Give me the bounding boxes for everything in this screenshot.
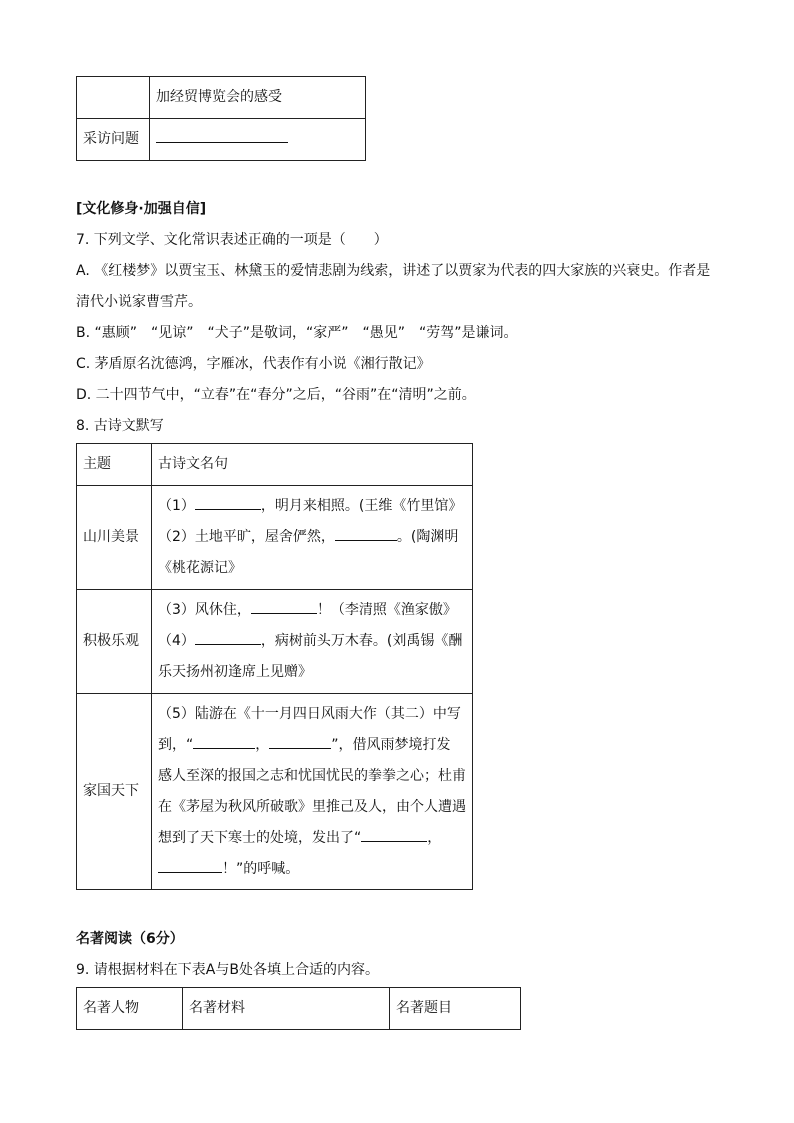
poetry-text: 在《茅屋为秋风所破歌》里推己及人，由个人遭遇 bbox=[158, 798, 466, 815]
answer-blank bbox=[156, 128, 288, 143]
poetry-text: （1） bbox=[158, 498, 195, 514]
poetry-text: 到，“ bbox=[158, 736, 194, 753]
answer-blank bbox=[335, 526, 397, 541]
poetry-text: （4） bbox=[158, 633, 195, 649]
poetry-text: 。(陶渊明 bbox=[396, 529, 459, 545]
top-table-cell-empty bbox=[77, 77, 150, 119]
classics-header-material: 名著材料 bbox=[183, 988, 390, 1030]
answer-blank bbox=[269, 734, 331, 749]
q7-option-a-cont: 清代小说家曹雪芹。 bbox=[76, 294, 202, 310]
poetry-text: （2）土地平旷，屋舍俨然， bbox=[158, 529, 335, 545]
poetry-lines-optimism bbox=[152, 590, 473, 694]
section-title-culture: [文化修身·加强自信] bbox=[76, 201, 207, 217]
answer-blank bbox=[195, 495, 261, 510]
top-table-cell-label: 采访问题 bbox=[77, 119, 150, 161]
poetry-text: ， bbox=[255, 736, 270, 753]
top-table-cell-blank bbox=[150, 119, 366, 161]
answer-blank bbox=[361, 827, 427, 842]
answer-blank bbox=[251, 599, 317, 614]
poetry-text: ”，借风雨梦境打发 bbox=[331, 736, 451, 753]
section-title-classics: 名著阅读（6分） bbox=[76, 931, 184, 947]
q7-option-b: B. “惠顾” “见谅” “犬子”是敬词，“家严” “愚见” “劳驾”是谦词。 bbox=[76, 325, 518, 341]
classics-table bbox=[76, 987, 521, 1030]
classics-header-character: 名著人物 bbox=[77, 988, 183, 1030]
q8-stem: 8. 古诗文默写 bbox=[76, 418, 164, 434]
answer-blank bbox=[193, 734, 255, 749]
answer-blank bbox=[158, 858, 222, 873]
poetry-text: 乐天扬州初逢席上见赠》 bbox=[158, 664, 312, 680]
poetry-theme-landscape: 山川美景 bbox=[77, 486, 152, 590]
poetry-text: 《桃花源记》 bbox=[158, 560, 242, 576]
top-table-cell-topic: 加经贸博览会的感受 bbox=[150, 77, 366, 119]
poetry-lines-nation bbox=[152, 694, 473, 890]
poetry-text: ！”的呼喊。 bbox=[222, 860, 300, 877]
poetry-lines-landscape bbox=[152, 486, 473, 590]
poetry-text: （5）陆游在《十一月四日风雨大作（其二）中写 bbox=[158, 705, 461, 722]
q7-option-a: A. 《红楼梦》以贾宝玉、林黛玉的爱情悲剧为线索，讲述了以贾家为代表的四大家族的兴衰史。作者是 bbox=[76, 263, 711, 279]
q7-option-c: C. 茅盾原名沈德鸿，字雁冰，代表作有小说《湘行散记》 bbox=[76, 356, 431, 372]
q7-stem: 7. 下列文学、文化常识表述正确的一项是（ ） bbox=[76, 232, 388, 248]
poetry-text: ，明月来相照。(王维《竹里馆》 bbox=[260, 498, 463, 514]
poetry-table bbox=[76, 443, 473, 890]
poetry-theme-nation: 家国天下 bbox=[77, 694, 152, 890]
q7-option-d: D. 二十四节气中，“立春”在“春分”之后，“谷雨”在“清明”之前。 bbox=[76, 387, 476, 403]
poetry-header-theme: 主题 bbox=[77, 444, 152, 486]
q9-stem: 9. 请根据材料在下表A与B处各填上合适的内容。 bbox=[76, 962, 379, 978]
poetry-text: ，病树前头万木春。(刘禹锡《酬 bbox=[260, 633, 463, 649]
poetry-text: 感人至深的报国之志和忧国忧民的拳拳之心；杜甫 bbox=[158, 767, 466, 784]
poetry-header-lines: 古诗文名句 bbox=[152, 444, 473, 486]
poetry-theme-optimism: 积极乐观 bbox=[77, 590, 152, 694]
answer-blank bbox=[195, 630, 261, 645]
classics-header-title: 名著题目 bbox=[390, 988, 521, 1030]
poetry-text: ！（李清照《渔家傲》 bbox=[316, 602, 457, 618]
poetry-text: ， bbox=[427, 829, 442, 846]
poetry-text: （3）风休住， bbox=[158, 602, 251, 618]
top-table bbox=[76, 76, 366, 161]
poetry-text: 想到了天下寒士的处境，发出了“ bbox=[158, 829, 362, 846]
